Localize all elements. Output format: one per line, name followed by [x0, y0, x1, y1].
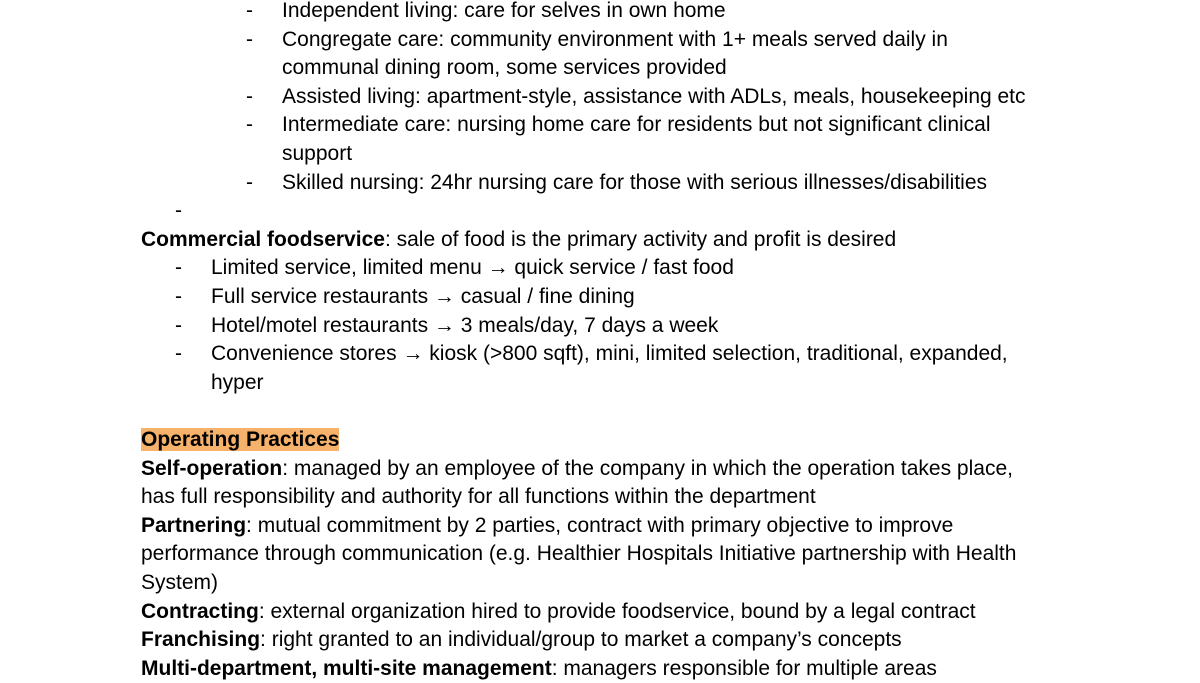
list-bullet: -: [246, 0, 253, 22]
commercial-type-convenience-stores: Convenience stores → kiosk (>800 sqft), mini, limited selection, traditional, expanded,: [211, 342, 1008, 366]
care-level-assisted-living: Assisted living: apartment-style, assistance with ADLs, meals, housekeeping etc: [282, 84, 1026, 108]
definition-partnering: [141, 512, 953, 541]
definition-continuation: System): [141, 571, 219, 594]
list-bullet: -: [175, 342, 182, 366]
definition-text: : managed by an employee of the company in which the operation takes place,: [282, 456, 1013, 480]
list-bullet: -: [246, 113, 253, 137]
list-bullet: -: [175, 285, 182, 308]
list-bullet: -: [175, 313, 182, 337]
care-level-congregate-care: Congregate care: community environment with 1+ meals served daily in: [282, 27, 948, 51]
definition-text: : mutual commitment by 2 parties, contract with primary objective to improve: [246, 513, 954, 537]
term-partnering: Partnering: [141, 513, 247, 537]
care-level-intermediate-care-cont: support: [282, 142, 353, 165]
care-level-independent-living: Independent living: care for selves in own home: [282, 0, 726, 22]
definition-franchising: [141, 626, 902, 655]
empty-list-bullet: -: [175, 199, 182, 223]
list-bullet: -: [246, 27, 253, 51]
commercial-type-limited-service: Limited service, limited menu → quick service / fast food: [211, 256, 734, 280]
definition-continuation: performance through communication (e.g. Healthier Hospitals Initiative partnership with Health: [141, 542, 1017, 566]
list-bullet: -: [175, 256, 182, 280]
commercial-type-full-service: Full service restaurants → casual / fine dining: [211, 285, 635, 308]
definition-text: : external organization hired to provide foodservice, bound by a legal contract: [258, 599, 976, 623]
definition-text: : right granted to an individual/group to market a company’s concepts: [260, 628, 902, 652]
commercial-type-convenience-stores-cont: hyper: [211, 370, 264, 394]
list-bullet: -: [246, 170, 253, 194]
definition-contracting: [141, 598, 976, 627]
term-multi-department-management: Multi-department, multi-site management: [141, 656, 552, 680]
definition-continuation: has full responsibility and authority for all functions within the department: [141, 485, 816, 509]
care-level-congregate-care-cont: communal dining room, some services provided: [282, 56, 727, 80]
definition-multi-department: [141, 655, 937, 683]
commercial-foodservice-paragraph: [141, 226, 896, 255]
operating-practices-heading: [141, 426, 339, 455]
commercial-foodservice-definition: : sale of food is the primary activity and profit is desired: [384, 227, 897, 251]
definition-self-operation: [141, 455, 1013, 484]
term-franchising: Franchising: [141, 628, 261, 652]
commercial-type-hotel-motel: Hotel/motel restaurants → 3 meals/day, 7 days a week: [211, 313, 719, 337]
care-level-skilled-nursing: Skilled nursing: 24hr nursing care for those with serious illnesses/disabilities: [282, 170, 988, 194]
care-level-intermediate-care: Intermediate care: nursing home care for residents but not significant clinical: [282, 113, 991, 137]
highlighted-heading-text: Operating Practices: [141, 428, 340, 451]
commercial-foodservice-term: Commercial foodservice: [141, 227, 385, 251]
term-self-operation: Self-operation: [141, 456, 283, 480]
definition-text: : managers responsible for multiple areas: [551, 656, 937, 680]
term-contracting: Contracting: [141, 599, 259, 623]
list-bullet: -: [246, 84, 253, 108]
